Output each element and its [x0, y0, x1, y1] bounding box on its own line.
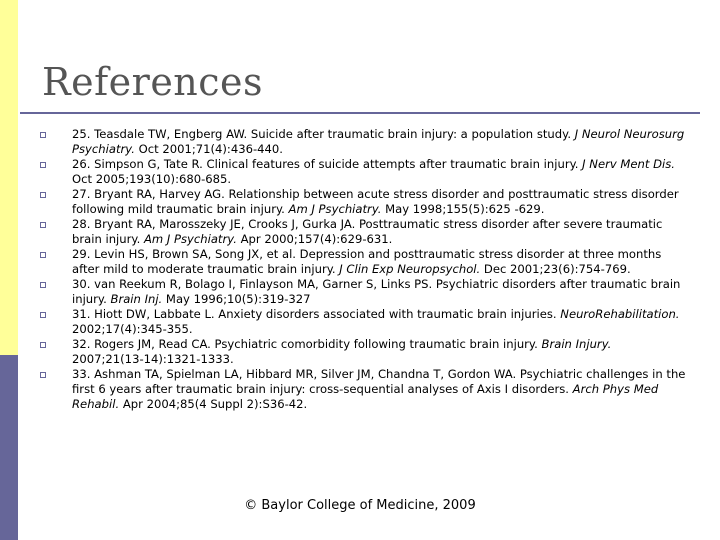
reference-item	[38, 157, 686, 187]
reference-item	[38, 367, 686, 412]
reference-citation: May 1998;155(5):625 -629.	[381, 202, 545, 216]
reference-journal: J Clin Exp Neuropsychol.	[339, 262, 481, 276]
reference-journal: Am J Psychiatry.	[143, 232, 237, 246]
reference-text: 29. Levin HS, Brown SA, Song JX, et al. Depression and posttraumatic stress disorder at three months after mild to moderate traumatic brain injury.	[72, 247, 662, 276]
reference-item	[38, 187, 686, 217]
square-bullet-icon	[40, 342, 46, 348]
reference-citation: Dec 2001;23(6):754-769.	[480, 262, 631, 276]
slide-title: References	[42, 60, 264, 104]
title-divider	[20, 112, 700, 114]
reference-text: 28. Bryant RA, Marosszeky JE, Crooks J, Gurka JA. Posttraumatic stress disorder after severe traumatic brain injury.	[72, 217, 663, 246]
reference-item	[38, 247, 686, 277]
reference-item	[38, 127, 686, 157]
reference-item	[38, 307, 686, 337]
reference-item	[38, 277, 686, 307]
reference-text: 25. Teasdale TW, Engberg AW. Suicide after traumatic brain injury: a population study.	[72, 127, 575, 141]
reference-text: 26. Simpson G, Tate R. Clinical features of suicide attempts after traumatic brain injury.	[72, 157, 583, 171]
square-bullet-icon	[40, 192, 46, 198]
square-bullet-icon	[40, 372, 46, 378]
square-bullet-icon	[40, 252, 46, 258]
square-bullet-icon	[40, 312, 46, 318]
reference-journal: Am J Psychiatry.	[288, 202, 382, 216]
reference-text: 27. Bryant RA, Harvey AG. Relationship between acute stress disorder and posttraumatic stress disorder following mild traumatic brain injury.	[72, 187, 679, 216]
reference-citation: Apr 2000;157(4):629-631.	[236, 232, 393, 246]
reference-journal: Brain Injury.	[541, 337, 612, 351]
reference-citation: 2002;17(4):345-355.	[72, 322, 193, 336]
reference-text: 33. Ashman TA, Spielman LA, Hibbard MR, Silver JM, Chandna T, Gordon WA. Psychiatric challenges in the first 6 years after traumatic brain injury: cross-sequential analyses of Axis I disorders.	[72, 367, 686, 396]
square-bullet-icon	[40, 282, 46, 288]
reference-text: 32. Rogers JM, Read CA. Psychiatric comorbidity following traumatic brain injury.	[72, 337, 542, 351]
reference-list	[38, 127, 686, 412]
reference-citation: 2007;21(13-14):1321-1333.	[72, 352, 234, 366]
reference-citation: May 1996;10(5):319-327	[162, 292, 311, 306]
reference-item	[38, 337, 686, 367]
square-bullet-icon	[40, 222, 46, 228]
reference-journal: Brain Inj.	[110, 292, 163, 306]
reference-citation: Oct 2001;71(4):436-440.	[134, 142, 283, 156]
square-bullet-icon	[40, 132, 46, 138]
reference-journal: J Nerv Ment Dis.	[582, 157, 675, 171]
reference-item	[38, 217, 686, 247]
square-bullet-icon	[40, 162, 46, 168]
reference-journal: NeuroRehabilitation.	[560, 307, 680, 321]
reference-journal: J Neurol Neurosurg Psychiatry.	[72, 127, 685, 156]
reference-text: 31. Hiott DW, Labbate L. Anxiety disorders associated with traumatic brain injuries.	[72, 307, 561, 321]
reference-journal: Arch Phys Med Rehabil.	[72, 382, 659, 411]
copyright-footer: © Baylor College of Medicine, 2009	[244, 498, 476, 513]
reference-citation: Apr 2004;85(4 Suppl 2):S36-42.	[119, 397, 308, 411]
reference-text: 30. van Reekum R, Bolago I, Finlayson MA, Garner S, Links PS. Psychiatric disorders after traumatic brain injury.	[72, 277, 681, 306]
reference-citation: Oct 2005;193(10):680-685.	[72, 172, 232, 186]
